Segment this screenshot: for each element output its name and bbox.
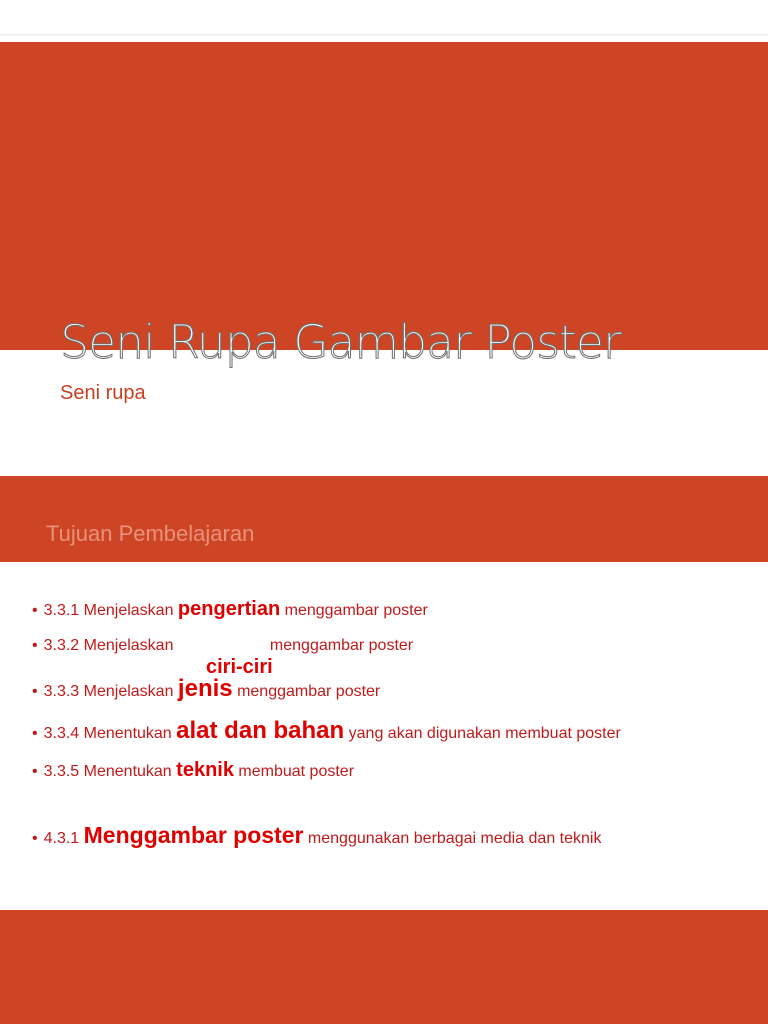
objective-text: menggambar poster	[232, 683, 381, 700]
title-slide	[0, 42, 768, 476]
objective-text: menggunakan berbagai media dan teknik	[303, 830, 602, 847]
objective-text: 3.3.1 Menjelaskan	[43, 602, 178, 619]
objective-text: menggambar poster	[269, 637, 414, 654]
objective-item-2	[32, 634, 413, 658]
bullet-icon: •	[32, 763, 38, 780]
bullet-icon: •	[32, 725, 38, 742]
objective-text: 3.3.3 Menjelaskan	[43, 683, 178, 700]
objective-item-4	[32, 719, 621, 746]
objective-text: 3.3.5 Menentukan	[43, 763, 177, 780]
objective-item-3	[32, 677, 380, 704]
objective-text: 3.3.4 Menentukan	[43, 725, 177, 742]
title-slide-band	[0, 42, 768, 350]
bullet-icon: •	[32, 683, 38, 700]
objective-keyword: pengertian	[177, 598, 281, 620]
top-divider	[0, 34, 768, 36]
objective-keyword: teknik	[176, 759, 234, 781]
objective-text: yang akan digunakan membuat poster	[344, 725, 621, 742]
objectives-heading: Tujuan Pembelajaran	[46, 521, 255, 546]
objective-text: 4.3.1	[43, 830, 84, 847]
objective-keyword: alat dan bahan	[176, 717, 345, 744]
next-slide-band	[0, 910, 768, 1024]
bullet-icon: •	[32, 830, 38, 847]
slide-title: Seni Rupa Gambar Poster	[60, 315, 621, 369]
objective-text: membuat poster	[233, 763, 355, 780]
objective-keyword: jenis	[177, 675, 233, 702]
bullet-icon: •	[32, 637, 38, 654]
objective-text: 3.3.2 Menjelaskan	[43, 637, 178, 654]
objectives-slide	[0, 476, 768, 910]
objective-item-6	[32, 823, 601, 851]
objective-item-1	[32, 597, 428, 623]
objectives-header	[0, 476, 768, 562]
bullet-icon: •	[32, 602, 38, 619]
objective-text: menggambar poster	[280, 602, 428, 619]
slide-subtitle: Seni rupa	[60, 382, 146, 404]
objective-item-5	[32, 758, 354, 784]
overlay-keyword: ciri-ciri	[206, 656, 273, 678]
objective-keyword: Menggambar poster	[83, 822, 304, 848]
